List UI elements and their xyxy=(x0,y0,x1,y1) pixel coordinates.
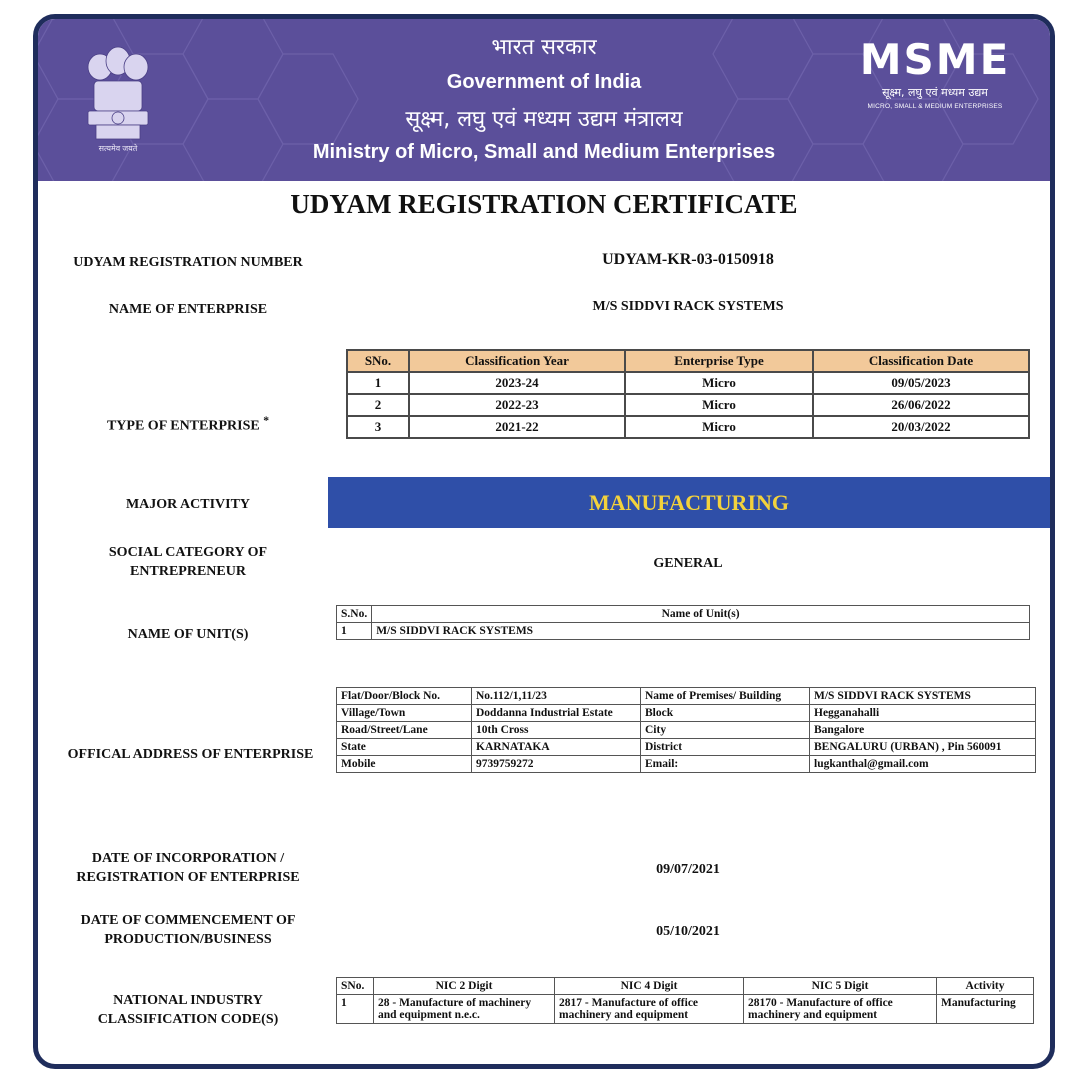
units-label: NAME OF UNIT(S) xyxy=(127,627,249,642)
social-category-label xyxy=(53,543,323,581)
incorporation-date-label-line1: DATE OF INCORPORATION / xyxy=(91,851,285,866)
enterprise-type-label-text: TYPE OF ENTERPRISE xyxy=(106,418,260,434)
enterprise-name-value: M/S SIDDVI RACK SYSTEMS xyxy=(592,299,784,314)
table-header-row xyxy=(337,606,1030,623)
msme-logo-english: MICRO, SMALL & MEDIUM ENTERPRISES xyxy=(867,103,1003,110)
table-cell: Road/Street/Lane xyxy=(337,722,472,739)
nic-label-line1: NATIONAL INDUSTRY xyxy=(113,993,263,1008)
certificate-title: UDYAM REGISTRATION CERTIFICATE xyxy=(290,189,798,219)
major-activity-label: MAJOR ACTIVITY xyxy=(125,497,251,512)
table-header-cell: NIC 4 Digit xyxy=(555,978,744,995)
table-cell: Flat/Door/Block No. xyxy=(337,688,472,705)
table-cell: Micro xyxy=(625,416,813,438)
msme-logo xyxy=(850,37,1020,110)
table-cell: 2023-24 xyxy=(409,372,625,394)
table-header-row xyxy=(347,350,1029,372)
table-header-cell: SNo. xyxy=(337,978,374,995)
table-cell: 10th Cross xyxy=(472,722,641,739)
table-row xyxy=(337,739,1036,756)
table-header-cell: Name of Unit(s) xyxy=(372,606,1030,623)
table-row xyxy=(337,705,1036,722)
table-cell: KARNATAKA xyxy=(472,739,641,756)
commencement-date-label-line1: DATE OF COMMENCEMENT OF xyxy=(80,913,296,928)
incorporation-date-value: 09/07/2021 xyxy=(656,862,720,877)
commencement-date-label xyxy=(53,911,323,949)
table-cell: 1 xyxy=(337,995,374,1024)
commencement-date-value: 05/10/2021 xyxy=(656,924,720,939)
table-header-row xyxy=(337,978,1034,995)
commencement-date-label-line2: PRODUCTION/BUSINESS xyxy=(104,932,272,947)
table-cell: 1 xyxy=(337,623,372,640)
table-header-cell: S.No. xyxy=(337,606,372,623)
major-activity-banner: MANUFACTURING xyxy=(328,477,1050,528)
table-header-cell: SNo. xyxy=(347,350,409,372)
table-cell: 2021-22 xyxy=(409,416,625,438)
certificate-frame xyxy=(33,14,1055,1069)
nic-table xyxy=(336,977,1034,1024)
table-cell: 28 - Manufacture of machinery and equipment n.e.c. xyxy=(374,995,555,1024)
table-cell: Manufacturing xyxy=(937,995,1034,1024)
table-cell: Email: xyxy=(641,756,810,773)
address-label: OFFICAL ADDRESS OF ENTERPRISE xyxy=(67,747,314,762)
table-cell: 20/03/2022 xyxy=(813,416,1029,438)
table-header-cell: NIC 5 Digit xyxy=(744,978,937,995)
table-row xyxy=(347,394,1029,416)
address-table xyxy=(336,687,1036,773)
header-banner xyxy=(38,19,1050,181)
enterprise-name-label: NAME OF ENTERPRISE xyxy=(108,302,268,317)
table-cell: Hegganahalli xyxy=(810,705,1036,722)
incorporation-date-label xyxy=(53,849,323,887)
table-row xyxy=(337,722,1036,739)
govt-hindi-title: भारत सरकार xyxy=(491,35,597,60)
table-header-cell: Classification Year xyxy=(409,350,625,372)
table-row xyxy=(347,372,1029,394)
asterisk-mark: * xyxy=(263,414,270,427)
table-cell: Village/Town xyxy=(337,705,472,722)
msme-logo-mark: MSME xyxy=(859,35,1011,84)
table-row xyxy=(337,995,1034,1024)
ministry-title: Ministry of Micro, Small and Medium Enterprises xyxy=(312,141,776,163)
table-row xyxy=(337,756,1036,773)
table-header-cell: NIC 2 Digit xyxy=(374,978,555,995)
govt-title: Government of India xyxy=(446,71,642,93)
table-cell: M/S SIDDVI RACK SYSTEMS xyxy=(372,623,1030,640)
enterprise-type-label xyxy=(53,411,323,436)
table-cell: State xyxy=(337,739,472,756)
social-category-value: GENERAL xyxy=(653,556,723,571)
enterprise-type-table xyxy=(346,349,1030,439)
table-row xyxy=(347,416,1029,438)
table-cell: Name of Premises/ Building xyxy=(641,688,810,705)
table-cell: Mobile xyxy=(337,756,472,773)
table-cell: BENGALURU (URBAN) , Pin 560091 xyxy=(810,739,1036,756)
units-table xyxy=(336,605,1030,640)
table-cell: No.112/1,11/23 xyxy=(472,688,641,705)
table-header-cell: Enterprise Type xyxy=(625,350,813,372)
reg-number-label: UDYAM REGISTRATION NUMBER xyxy=(73,255,303,270)
table-cell: 2 xyxy=(347,394,409,416)
table-header-cell: Classification Date xyxy=(813,350,1029,372)
ministry-hindi-title: सूक्ष्म, लघु एवं मध्यम उद्यम मंत्रालय xyxy=(405,107,683,132)
table-cell: 3 xyxy=(347,416,409,438)
emblem-caption: सत्यमेव जयते xyxy=(98,144,138,153)
table-cell: Micro xyxy=(625,372,813,394)
nic-label-line2: CLASSIFICATION CODE(S) xyxy=(97,1012,279,1027)
table-cell: 1 xyxy=(347,372,409,394)
table-cell: City xyxy=(641,722,810,739)
nic-label xyxy=(53,991,323,1029)
table-cell: Micro xyxy=(625,394,813,416)
table-cell: 9739759272 xyxy=(472,756,641,773)
table-row xyxy=(337,623,1030,640)
msme-logo-hindi: सूक्ष्म, लघु एवं मध्यम उद्यम xyxy=(882,86,988,99)
table-cell: 28170 - Manufacture of office machinery and equipment xyxy=(744,995,937,1024)
table-row xyxy=(337,688,1036,705)
table-cell: 2022-23 xyxy=(409,394,625,416)
table-cell: Doddanna Industrial Estate xyxy=(472,705,641,722)
table-cell: 26/06/2022 xyxy=(813,394,1029,416)
table-cell: Bangalore xyxy=(810,722,1036,739)
table-cell: M/S SIDDVI RACK SYSTEMS xyxy=(810,688,1036,705)
incorporation-date-label-line2: REGISTRATION OF ENTERPRISE xyxy=(76,870,300,885)
social-category-label-line1: SOCIAL CATEGORY OF xyxy=(108,545,268,560)
table-cell: lugkanthal@gmail.com xyxy=(810,756,1036,773)
table-cell: 2817 - Manufacture of office machinery and equipment xyxy=(555,995,744,1024)
reg-number-value: UDYAM-KR-03-0150918 xyxy=(602,251,774,268)
table-cell: District xyxy=(641,739,810,756)
table-header-cell: Activity xyxy=(937,978,1034,995)
table-cell: Block xyxy=(641,705,810,722)
social-category-label-line2: ENTREPRENEUR xyxy=(130,564,246,579)
table-cell: 09/05/2023 xyxy=(813,372,1029,394)
